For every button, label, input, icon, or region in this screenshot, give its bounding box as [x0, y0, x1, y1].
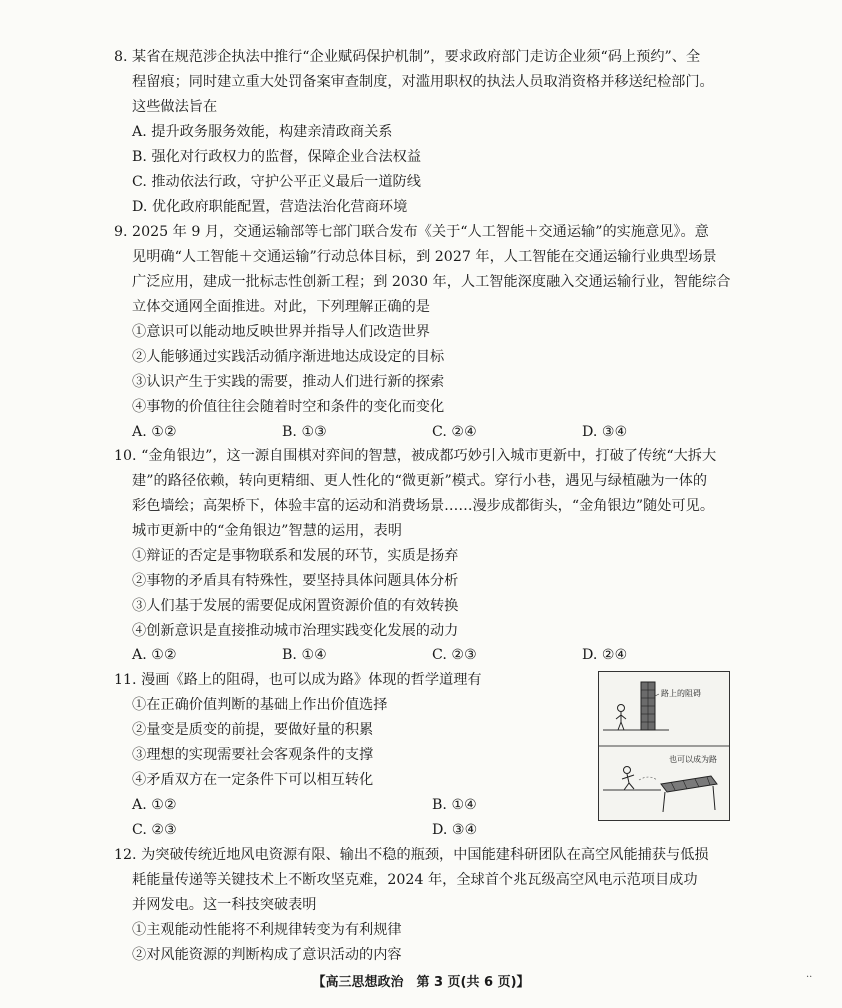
- q9-item-4: ④事物的价值往往会随着时空和条件的变化而变化: [132, 399, 445, 415]
- q10-option-c: C. ②③: [432, 647, 477, 663]
- wall-obstacle-icon: [641, 682, 655, 730]
- q11-option-c: C. ②③: [132, 822, 177, 838]
- q8-option-a: A. 提升政务服务效能，构建亲清政商关系: [132, 124, 393, 140]
- q10-option-d: D. ②④: [582, 647, 628, 663]
- q10-item-2: ②事物的矛盾具有特殊性，要坚持具体问题具体分析: [132, 573, 459, 589]
- q10-option-a: A. ①②: [132, 647, 177, 663]
- person-running-icon: [622, 767, 634, 791]
- q10-item-3: ③人们基于发展的需要促成闲置资源价值的有效转换: [132, 598, 459, 614]
- q8-option-b: B. 强化对行政权力的监督，保障企业合法权益: [132, 149, 422, 165]
- q10-stem-line: 10. “金角银边”，这一源自围棋对弈间的智慧，被成都巧妙引入城市更新中，打破了传统“大拆大: [114, 448, 717, 464]
- q8-stem-line: 这些做法旨在: [132, 99, 218, 115]
- q9-stem-line: 9. 2025 年 9 月，交通运输部等七部门联合发布《关于“人工智能＋交通运输”的实施意见》。意: [114, 224, 709, 240]
- q10-item-4: ④创新意识是直接推动城市治理实践变化发展的动力: [132, 623, 459, 639]
- q11-item-3: ③理想的实现需要社会客观条件的支撑: [132, 747, 374, 763]
- q12-stem-line: 并网发电。这一科技突破表明: [132, 897, 317, 913]
- q8-option-d: D. 优化政府职能配置，营造法治化营商环境: [132, 199, 408, 215]
- q8-stem-line: 8. 某省在规范涉企执法中推行“企业赋码保护机制”，要求政府部门走访企业须“码上预约”、全: [114, 49, 701, 65]
- q11-item-4: ④矛盾双方在一定条件下可以相互转化: [132, 772, 374, 788]
- footer-mark: ··: [806, 972, 813, 983]
- q10-item-1: ①辩证的否定是事物联系和发展的环节，实质是扬弃: [132, 548, 459, 564]
- q11-item-2: ②量变是质变的前提，要做好量的积累: [132, 722, 374, 738]
- q8-stem-line: 程留痕；同时建立重大处罚备案审查制度，对滥用职权的执法人员取消资格并移送纪检部门。: [132, 74, 714, 90]
- q9-item-2: ②人能够通过实践活动循序渐进地达成设定的目标: [132, 349, 445, 365]
- comic-illustration: [598, 671, 730, 821]
- comic-label-bottom: 也可以成为路: [669, 755, 717, 764]
- q11-option-b: B. ①④: [432, 797, 477, 813]
- q10-option-b: B. ①④: [282, 647, 327, 663]
- q10-stem-line: 城市更新中的“金角银边”智慧的运用，表明: [132, 523, 402, 539]
- q9-option-b: B. ①③: [282, 424, 327, 440]
- q12-stem-line: 12. 为突破传统近地风电资源有限、输出不稳的瓶颈，中国能建科研团队在高空风能捕获与低损: [114, 847, 709, 863]
- page-footer: 【高三思想政治 第 3 页(共 6 页)】: [312, 975, 530, 990]
- q12-item-1: ①主观能动性能将不利规律转变为有利规律: [132, 922, 402, 938]
- q11-stem-line: 11. 漫画《路上的阻碍，也可以成为路》体现的哲学道理有: [114, 672, 482, 688]
- q9-option-c: C. ②④: [432, 424, 477, 440]
- q9-stem-line: 广泛应用，建成一批标志性创新工程；到 2030 年，人工智能深度融入交通运输行业，智能综合: [132, 274, 731, 290]
- q11-option-a: A. ①②: [132, 797, 177, 813]
- q9-item-1: ①意识可以能动地反映世界并指导人们改造世界: [132, 324, 430, 340]
- q9-item-3: ③认识产生于实践的需要，推动人们进行新的探索: [132, 374, 445, 390]
- q12-item-2: ②对风能资源的判断构成了意识活动的内容: [132, 947, 402, 963]
- q9-stem-line: 见明确“人工智能＋交通运输”行动总体目标，到 2027 年，人工智能在交通运输行业典型场景: [132, 249, 717, 265]
- q8-option-c: C. 推动依法行政，守护公平正义最后一道防线: [132, 174, 421, 190]
- q11-option-d: D. ③④: [432, 822, 478, 838]
- q9-option-d: D. ③④: [582, 424, 628, 440]
- q10-stem-line: 建”的路径依赖，转向更精细、更人性化的“微更新”模式。穿行小巷，遇见与绿植融为一体的: [132, 473, 708, 489]
- person-standing-icon: [616, 705, 626, 731]
- q9-option-a: A. ①②: [132, 424, 177, 440]
- q9-stem-line: 立体交通网全面推进。对此，下列理解正确的是: [132, 299, 430, 315]
- q11-item-1: ①在正确价值判断的基础上作出价值选择: [132, 697, 388, 713]
- bridge-wall-icon: [661, 776, 717, 812]
- q12-stem-line: 耗能量传递等关键技术上不断攻坚克难，2024 年，全球首个兆瓦级高空风电示范项目成功: [132, 872, 698, 888]
- q10-stem-line: 彩色墙绘；高架桥下，体验丰富的运动和消费场景……漫步成都街头，“金角银边”随处可见。: [132, 498, 715, 514]
- comic-label-top: 路上的阻碍: [661, 689, 701, 698]
